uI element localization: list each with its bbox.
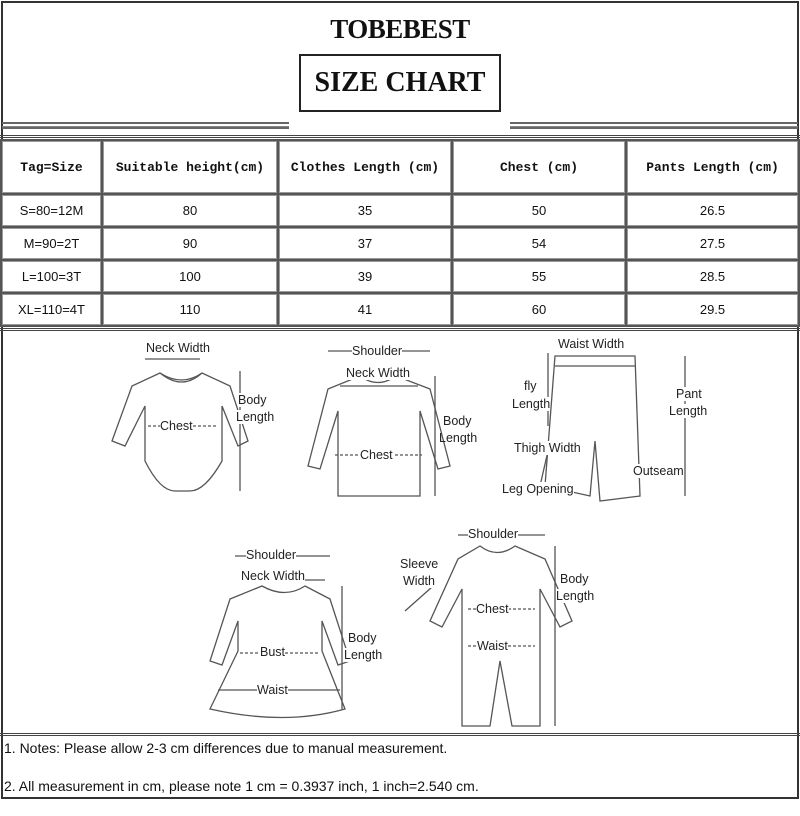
- column-header: Chest (cm): [453, 141, 625, 193]
- cell: 54: [453, 228, 625, 259]
- column-header: Suitable height(cm): [103, 141, 277, 193]
- cell: 110: [103, 294, 277, 325]
- cell: XL=110=4T: [2, 294, 101, 325]
- column-header: Tag=Size: [2, 141, 101, 193]
- label-pant-length: Length: [669, 404, 708, 418]
- cell: S=80=12M: [2, 195, 101, 226]
- cell: 100: [103, 261, 277, 292]
- label-length: Length: [439, 431, 478, 445]
- label-chest: Chest: [360, 448, 393, 462]
- note-1: 1. Notes: Please allow 2-3 cm differences due to manual measurement.: [4, 740, 448, 756]
- label-neck-width: Neck Width: [346, 366, 410, 380]
- label-sleeve-width: Width: [403, 574, 435, 588]
- label-shoulder: Shoulder: [352, 344, 403, 358]
- label-thigh-width: Thigh Width: [514, 441, 581, 455]
- divider-right: [510, 122, 798, 129]
- pants-illustration: [540, 353, 685, 501]
- cell: 29.5: [627, 294, 798, 325]
- note-2: 2. All measurement in cm, please note 1 cm = 0.3937 inch, 1 inch=2.540 cm.: [4, 778, 479, 794]
- cell: 35: [279, 195, 451, 226]
- measurement-diagrams: [0, 328, 800, 736]
- divider-left: [2, 122, 289, 129]
- cell: M=90=2T: [2, 228, 101, 259]
- cell: 27.5: [627, 228, 798, 259]
- cell: 60: [453, 294, 625, 325]
- brand-name: TOBEBEST: [330, 14, 470, 44]
- label-fly: fly: [524, 379, 537, 393]
- label-neck-width: Neck Width: [146, 341, 210, 355]
- table-row: [2, 228, 798, 259]
- label-chest: Chest: [160, 419, 193, 433]
- label-length: Length: [236, 410, 275, 424]
- label-outseam: Outseam: [633, 464, 684, 478]
- cell: L=100=3T: [2, 261, 101, 292]
- label-body: Body: [238, 393, 267, 407]
- table-row: [2, 261, 798, 292]
- notes: [4, 740, 479, 816]
- label-neck-width: Neck Width: [241, 569, 305, 583]
- label-body: Body: [560, 572, 589, 586]
- label-body: Body: [443, 414, 472, 428]
- label-leg-opening: Leg Opening: [502, 482, 574, 496]
- header: [0, 0, 800, 138]
- label-chest: Chest: [476, 602, 509, 616]
- label-length: Length: [556, 589, 595, 603]
- label-length: Length: [344, 648, 383, 662]
- cell: 26.5: [627, 195, 798, 226]
- table-row: [2, 195, 798, 226]
- label-waist: Waist: [477, 639, 508, 653]
- cell: 41: [279, 294, 451, 325]
- label-shoulder: Shoulder: [246, 548, 297, 562]
- column-header: Clothes Length (cm): [279, 141, 451, 193]
- label-waist-width: Waist Width: [558, 337, 625, 351]
- cell: 39: [279, 261, 451, 292]
- size-table: [0, 139, 800, 327]
- cell: 50: [453, 195, 625, 226]
- table-header-row: [2, 141, 798, 193]
- label-sleeve: Sleeve: [400, 557, 439, 571]
- label-bust: Bust: [260, 645, 286, 659]
- label-body: Body: [348, 631, 377, 645]
- cell: 90: [103, 228, 277, 259]
- cell: 37: [279, 228, 451, 259]
- label-fly-length: Length: [512, 397, 551, 411]
- cell: 55: [453, 261, 625, 292]
- column-header: Pants Length (cm): [627, 141, 798, 193]
- label-waist: Waist: [257, 683, 288, 697]
- table-row: [2, 294, 798, 325]
- cell: 80: [103, 195, 277, 226]
- label-shoulder: Shoulder: [468, 527, 519, 541]
- label-pant: Pant: [676, 387, 702, 401]
- cell: 28.5: [627, 261, 798, 292]
- page-title: SIZE CHART: [299, 54, 501, 112]
